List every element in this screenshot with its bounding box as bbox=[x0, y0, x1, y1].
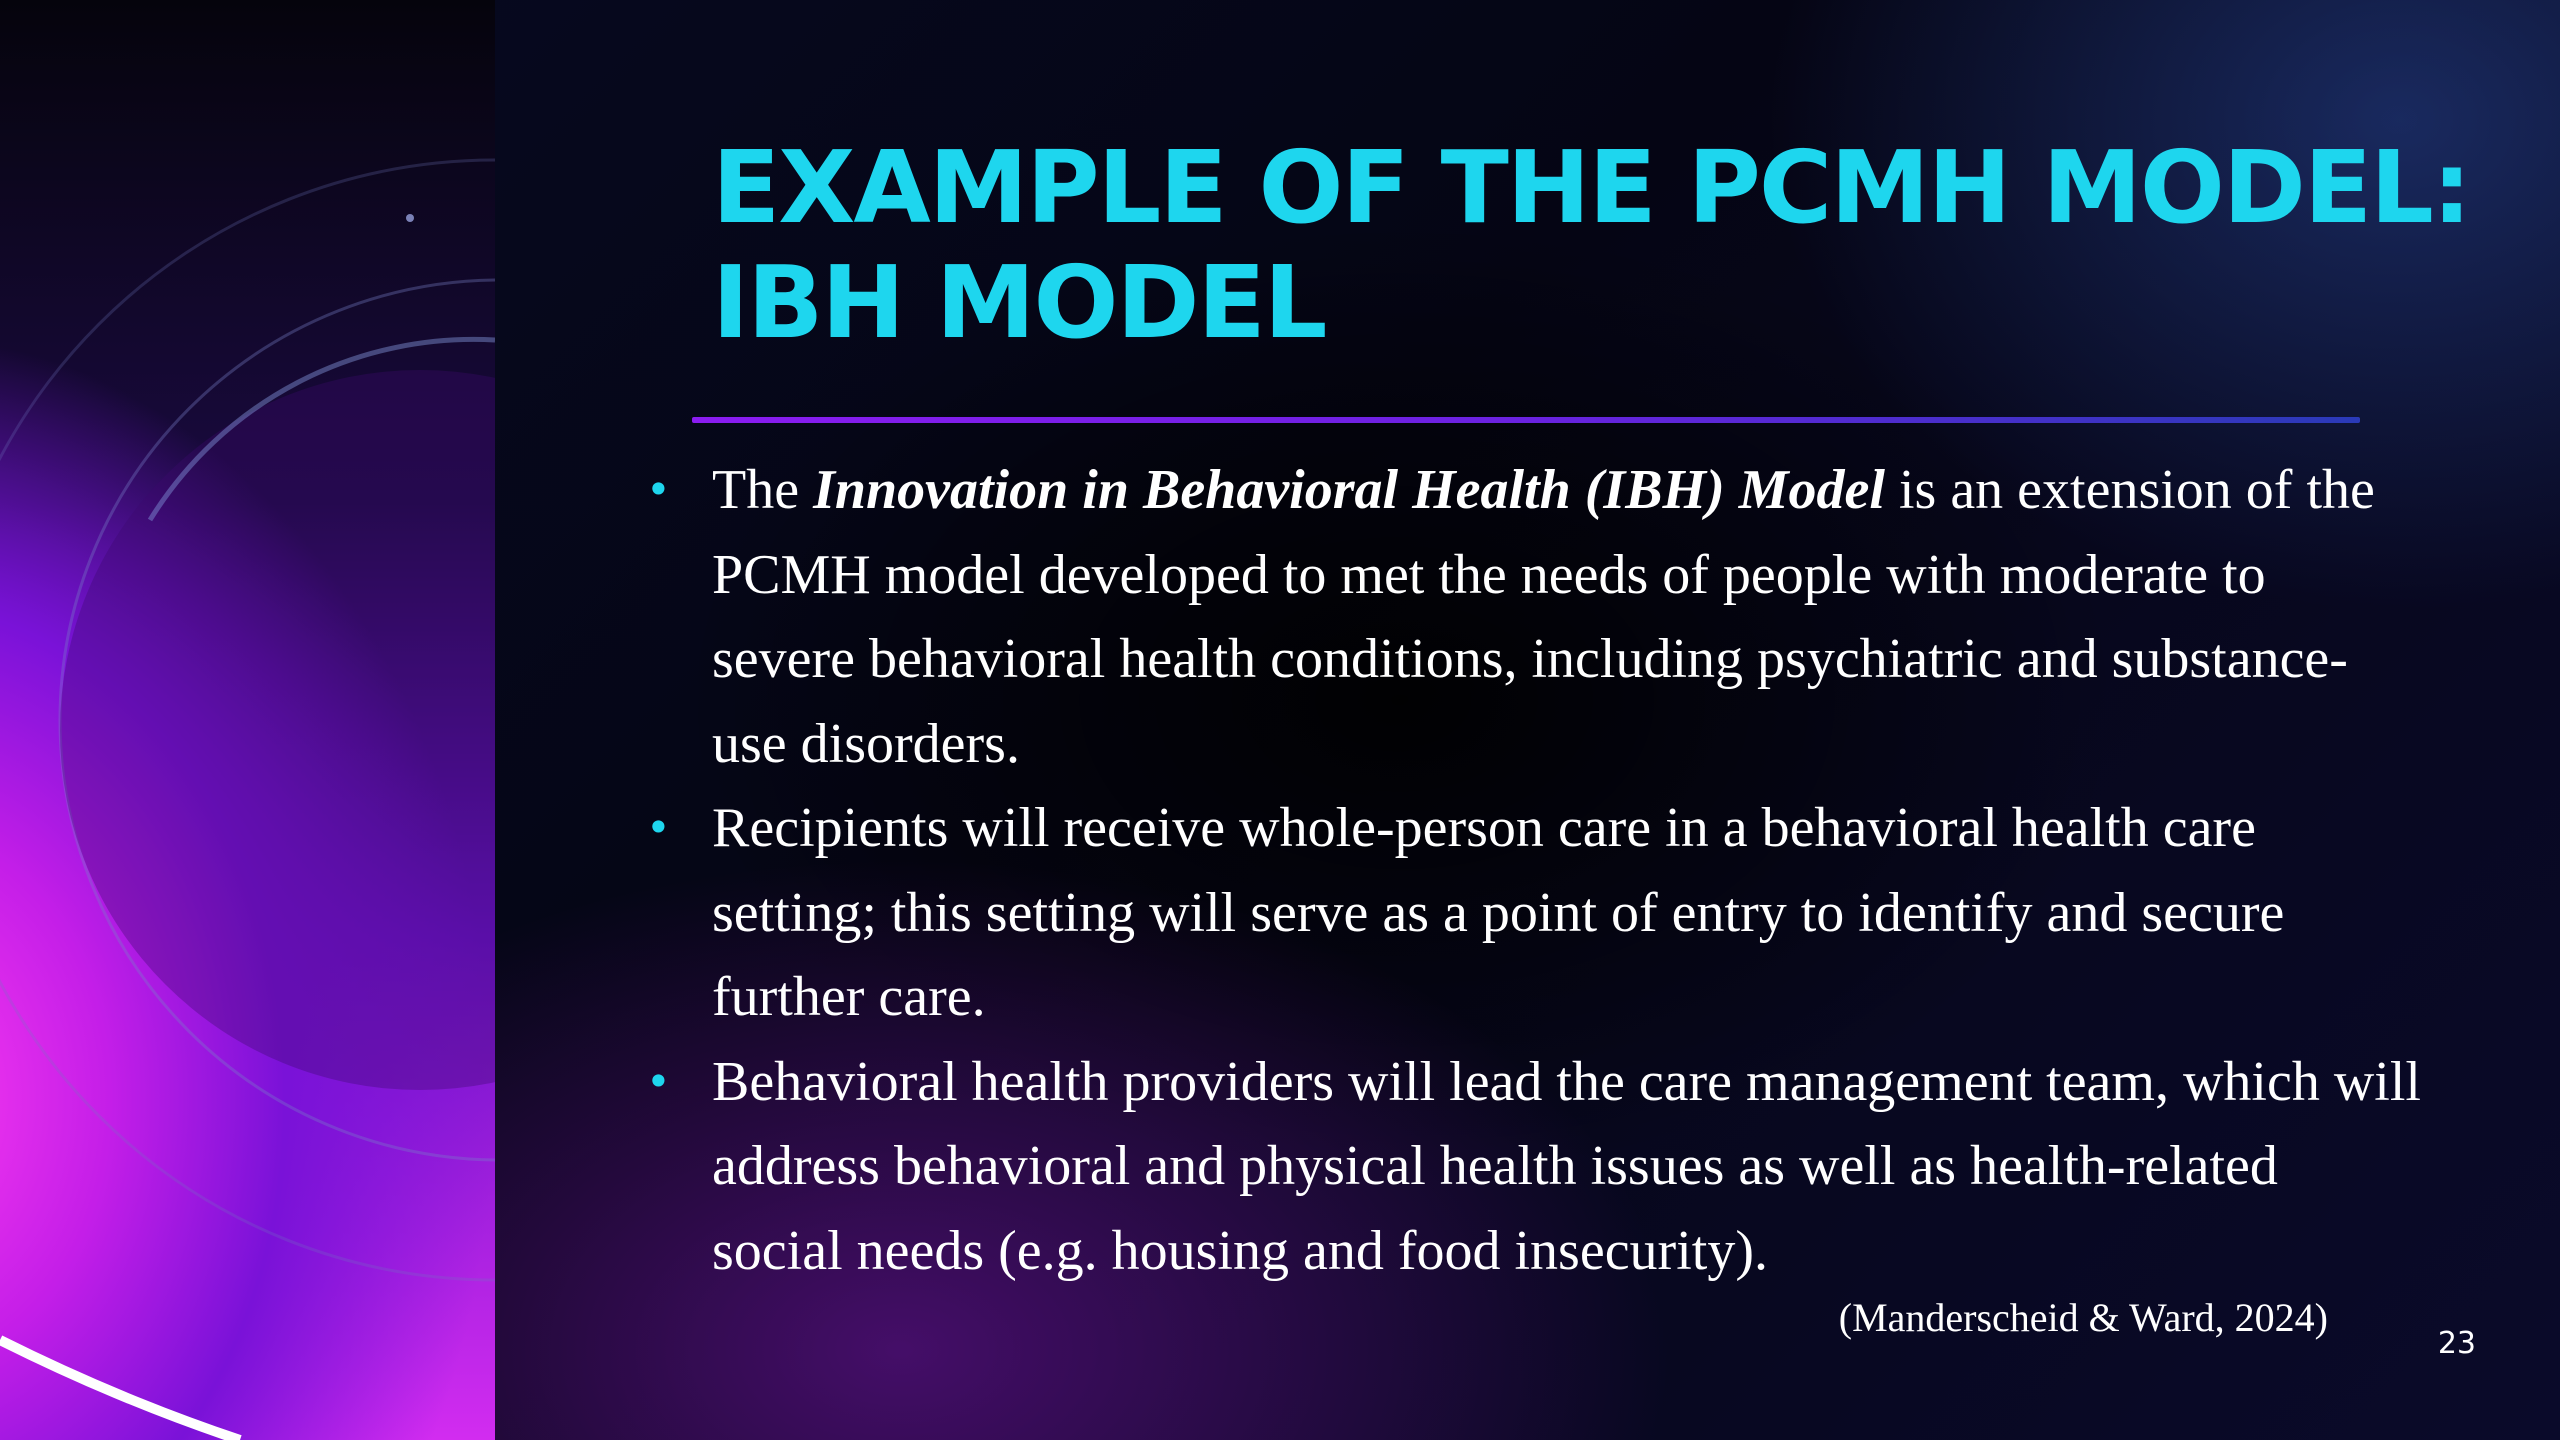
bullet-text: Recipients will receive whole-person care in a behavioral health care setting; this setting will serve as a point of entry to identify and secure further care. bbox=[712, 797, 2285, 1028]
decorative-side-panel bbox=[0, 0, 495, 1440]
bullet-icon: • bbox=[646, 803, 671, 852]
bullet-emphasis: Innovation in Behavioral Health (IBH) Model bbox=[813, 459, 1885, 521]
title-divider bbox=[692, 417, 2360, 423]
citation: (Manderscheid & Ward, 2024) bbox=[1838, 1295, 2328, 1340]
bullet-text-rest: is an extension of the PCMH model developed to met the needs of people with moderate to severe behavioral health conditions, including psychiatric and substance-use disorders. bbox=[712, 459, 2375, 775]
bullet-text-intro: The bbox=[712, 459, 814, 521]
slide-number: 23 bbox=[2437, 1326, 2476, 1361]
bullet-icon: • bbox=[646, 1056, 671, 1106]
bullet-item bbox=[646, 786, 2422, 1040]
bullet-item bbox=[646, 448, 2422, 786]
bullet-text: Behavioral health providers will lead the care management team, which will address behavioral and physical health issues as well as health-related social needs (e.g. housing and food insecurity). bbox=[712, 1050, 2421, 1282]
bullet-item bbox=[646, 1040, 2422, 1294]
bullet-list bbox=[646, 448, 2422, 1293]
slide-title: EXAMPLE OF THE PCMH MODEL: IBH MODEL bbox=[712, 129, 2470, 361]
bullet-icon: • bbox=[646, 465, 671, 514]
decorative-arcs bbox=[0, 0, 495, 1440]
